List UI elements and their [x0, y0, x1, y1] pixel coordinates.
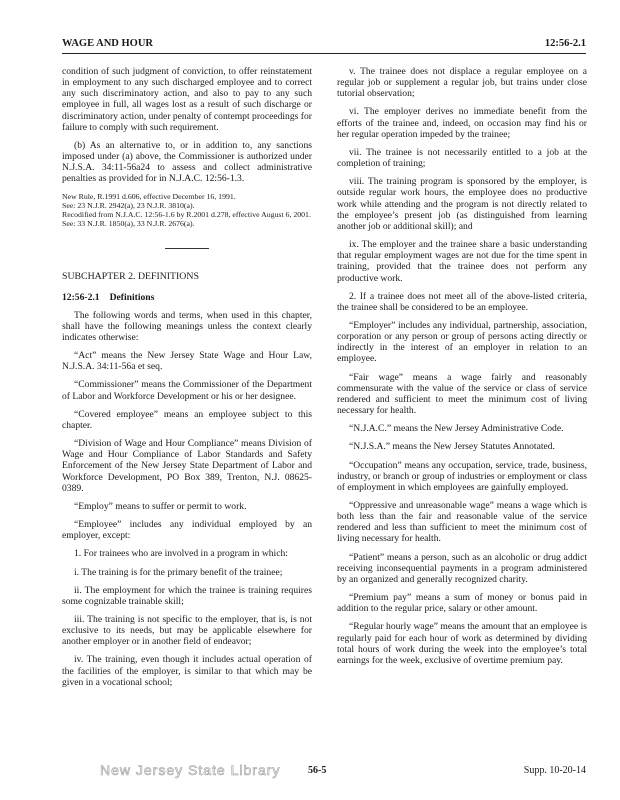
definition-act: “Act” means the New Jersey State Wage and Hour Law, N.J.S.A. 34:11-56a et seq.	[62, 350, 312, 373]
page-number: 56-5	[308, 765, 327, 776]
list-item: iv. The training, even though it includes actual operation of the facilities of the employer, is similar to that which may be given in a vocational school;	[62, 654, 312, 688]
supplement-date: Supp. 10-20-14	[523, 765, 586, 776]
header-rule	[62, 53, 586, 54]
history-note: See: 23 N.J.R. 2942(a), 23 N.J.R. 3810(a).	[62, 200, 195, 210]
paragraph: condition of such judgment of conviction, to offer reinstatement in employment to any such discharged employee and to correct any such discriminatory action, and also to pay to any such employee in full, all wages lost as a result of such discharge or discriminatory action, under penalty of contempt proceedings for failure to comply with such requirement.	[62, 66, 312, 133]
page-footer	[62, 762, 586, 782]
section-heading	[62, 292, 312, 303]
history-note: New Rule, R.1991 d.606, effective December 16, 1991.	[62, 191, 236, 201]
definition-occupation: “Occupation” means any occupation, service, trade, business, industry, or branch or group of industries or employment or class of employment in which employees are gainfully employed.	[337, 459, 587, 493]
right-column	[337, 66, 587, 673]
left-column	[62, 66, 312, 695]
history-notes	[62, 192, 312, 229]
list-item: ix. The employer and the trainee share a basic understanding that regular employment wages are not due for the time spent in training, provided that the trainee does not perform any productive work.	[337, 239, 587, 284]
definition-njac: “N.J.A.C.” means the New Jersey Administrative Code.	[349, 423, 564, 435]
definition-division: “Division of Wage and Hour Compliance” means Division of Wage and Hour Compliance of Labor Standards and Safety Enforcement of the New Jersey State Department of Labor and Workforce Development, PO Box 389, Trenton, N.J. 08625-0389.	[62, 438, 312, 494]
paragraph: (b) As an alternative to, or in addition to, any sanctions imposed under (a) above, the Commissioner is authorized under N.J.S.A. 34:11-56a24 to assess and collect administrative penalties as provided for in N.J.A.C. 12:56-1.3.	[62, 139, 312, 185]
list-item: i. The training is for the primary benefit of the trainee;	[74, 566, 283, 578]
definition-premium-pay: “Premium pay” means a sum of money or bonus paid in addition to the regular price, salary or other amount.	[337, 592, 587, 615]
list-item: v. The trainee does not displace a regular employee on a regular job or supplement a regular job, but trains under close tutorial observation;	[337, 66, 587, 100]
definition-fair-wage: “Fair wage” means a wage fairly and reasonably commensurate with the value of the service or class of service rendered and sufficient to meet the minimum cost of living necessary for health.	[337, 371, 587, 417]
definition-employer: “Employer” includes any individual, partnership, association, corporation or any person or group of persons acting directly or indirectly in the interest of an employer in relation to an employee.	[337, 319, 587, 365]
definition-covered-employee: “Covered employee” means an employee subject to this chapter.	[62, 408, 312, 431]
list-item: 1. For trainees who are involved in a program in which:	[74, 548, 288, 560]
paragraph: The following words and terms, when used in this chapter, shall have the following meanings unless the context clearly indicates otherwise:	[62, 309, 312, 343]
section-divider	[165, 248, 209, 249]
list-item: vi. The employer derives no immediate benefit from the efforts of the trainee and, indeed, on occasion may find his or her regular operation impeded by the trainee;	[337, 106, 587, 140]
running-header	[62, 36, 586, 52]
section-title: Definitions	[109, 291, 155, 303]
subchapter-heading: SUBCHAPTER 2. DEFINITIONS	[62, 271, 199, 283]
definition-regular-hourly-wage: “Regular hourly wage” means the amount that an employee is regularly paid for each hour of work as determined by dividing total hours of work during the week into the employee’s total earnings for the week, exclusive of overtime premium pay.	[337, 621, 587, 666]
section-label: 12:56-2.1	[62, 291, 100, 303]
history-note: See: 33 N.J.R. 1850(a), 33 N.J.R. 2676(a).	[62, 219, 195, 229]
definition-njsa: “N.J.S.A.” means the New Jersey Statutes Annotated.	[349, 441, 555, 453]
definition-employee: “Employee” includes any individual employed by an employer, except:	[62, 519, 312, 542]
definition-commissioner: “Commissioner” means the Commissioner of the Department of Labor and Workforce Development or his or her designee.	[62, 379, 312, 402]
header-title: WAGE AND HOUR	[62, 38, 154, 49]
header-section-number: 12:56-2.1	[544, 38, 586, 49]
list-item: ii. The employment for which the trainee is training requires some cognizable trainable skill;	[62, 584, 312, 607]
definition-employ: “Employ” means to suffer or permit to work.	[74, 500, 247, 512]
history-note: Recodified from N.J.A.C. 12:56-1.6 by R.2001 d.278, effective August 6, 2001.	[62, 209, 311, 219]
list-item: 2. If a trainee does not meet all of the above-listed criteria, the trainee shall be considered to be an employee.	[337, 290, 587, 313]
list-item: vii. The trainee is not necessarily entitled to a job at the completion of training;	[337, 146, 587, 170]
definition-oppressive-wage: “Oppressive and unreasonable wage” means a wage which is both less than the fair and reasonable value of the service rendered and less than sufficient to meet the minimum cost of living necessary for health.	[337, 500, 587, 545]
definition-patient: “Patient” means a person, such as an alcoholic or drug addict receiving inconsequential payments in a program administered by an organized and generally recognized charity.	[337, 551, 587, 585]
list-item: iii. The training is not specific to the employer, that is, is not exclusive to its needs, but may be applicable elsewhere for another employer or in another field of endeavor;	[62, 613, 312, 648]
list-item: viii. The training program is sponsored by the employer, is outside regular work hours, the employee does no productive work while attending and the program is not directly related to the employee’s present job (as distinguished from learning another job or additional skill); and	[337, 176, 587, 232]
library-watermark: New Jersey State Library	[100, 762, 281, 778]
